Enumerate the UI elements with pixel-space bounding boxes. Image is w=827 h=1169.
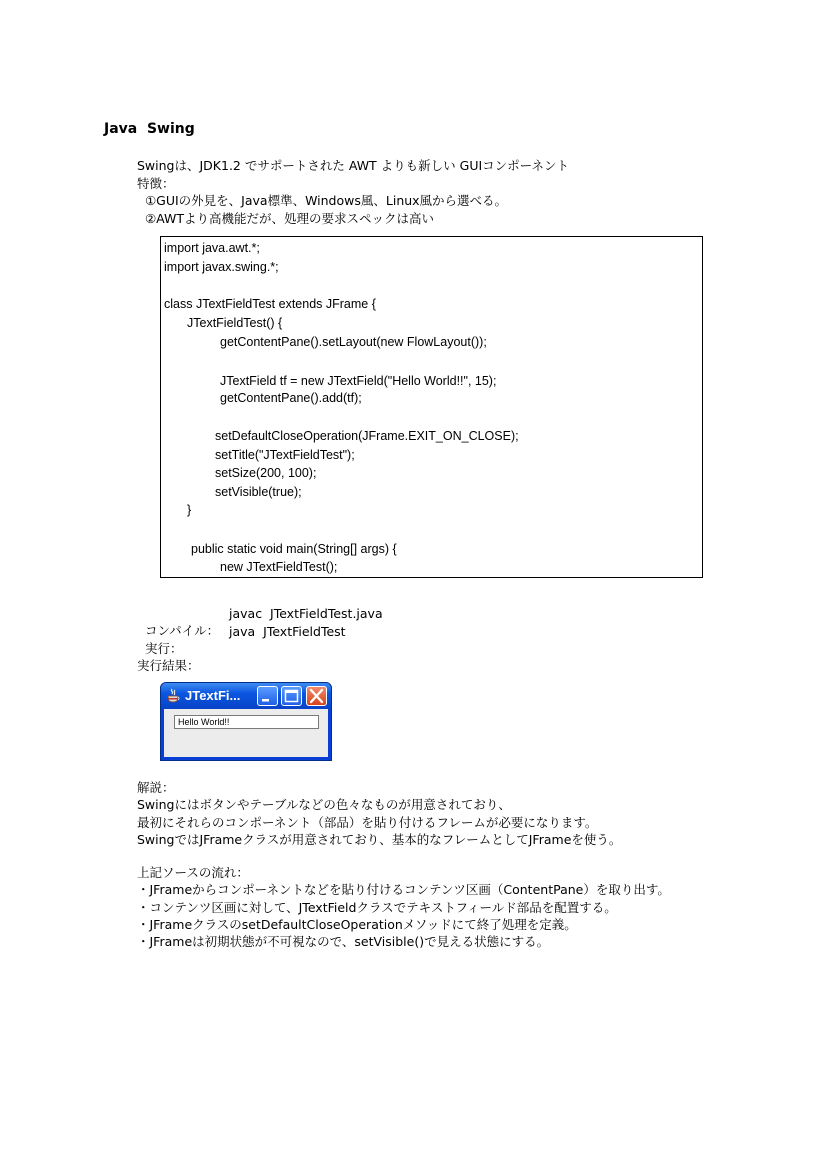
maximize-icon: [282, 687, 301, 705]
explanation-section: [137, 779, 621, 848]
intro-text: Swingは、JDK1.2 でサポートされた AWT よりも新しい GUIコンポーネント: [137, 158, 570, 173]
code-line: setDefaultCloseOperation(JFrame.EXIT_ON_CLOSE);: [215, 429, 519, 443]
compile-value: javac JTextFieldTest.java: [229, 606, 383, 621]
explanation-label: 解説：: [137, 780, 175, 795]
compile-label: コンパイル：: [144, 623, 220, 638]
code-line: import java.awt.*;: [164, 241, 260, 255]
java-cup-icon: [166, 688, 180, 704]
flow-item: ・JFrameクラスのsetDefaultCloseOperationメソッドにて終了処理を定義。: [137, 916, 577, 932]
code-line: public static void main(String[] args) {: [191, 542, 397, 556]
run-label: 実行：: [144, 641, 183, 656]
window-titlebar[interactable]: [161, 683, 331, 709]
code-line: getContentPane().setLayout(new FlowLayout());: [220, 335, 487, 349]
code-line: JTextField tf = new JTextField("Hello World!!", 15);: [220, 374, 497, 388]
run-value: java JTextFieldTest: [229, 624, 346, 639]
code-line: class JTextFieldTest extends JFrame {: [164, 297, 376, 311]
features-label: 特徴：: [137, 175, 175, 191]
close-button[interactable]: [306, 686, 327, 706]
minimize-icon: [258, 687, 277, 705]
code-line: new JTextFieldTest();: [220, 560, 338, 574]
explanation-text: SwingではJFrameクラスが用意されており、基本的なフレームとしてJFrameを使う。: [137, 831, 622, 847]
page-title: Java Swing: [104, 121, 195, 137]
feature-item: ①GUIの外見を、Java標準、Windows風、Linux風から選べる。: [137, 193, 508, 208]
minimize-button[interactable]: [257, 686, 278, 706]
code-listing: [160, 236, 703, 578]
explanation-text: 最初にそれらのコンポーネント（部品）を貼り付けるフレームが必要になります。: [137, 814, 598, 830]
intro-section: [137, 157, 569, 227]
code-line: setTitle("JTextFieldTest");: [215, 448, 355, 462]
code-line: import javax.swing.*;: [164, 260, 279, 274]
feature-item: ②AWTより高機能だが、処理の要求スペックは高い: [137, 210, 435, 226]
source-flow-section: [137, 864, 670, 950]
text-field[interactable]: Hello World!!: [174, 715, 319, 729]
result-label: 実行結果：: [137, 658, 200, 673]
code-line: }: [187, 503, 192, 517]
flow-item: ・JFrameからコンポーネントなどを貼り付けるコンテンツ区画（ContentPane）を取り出す。: [137, 882, 670, 898]
code-line: JTextFieldTest() {: [187, 316, 283, 330]
result-window: [160, 682, 332, 761]
flow-item: ・コンテンツ区画に対して、JTextFieldクラスでテキストフィールド部品を配置する。: [137, 899, 617, 915]
close-icon: [307, 687, 326, 705]
flow-label: 上記ソースの流れ：: [137, 865, 249, 880]
window-content: [164, 709, 328, 757]
code-line: getContentPane().add(tf);: [220, 391, 362, 405]
flow-item: ・JFrameは初期状態が不可視なので、setVisible()で見える状態にする。: [137, 934, 550, 950]
window-title: JTextFi...: [185, 688, 241, 703]
explanation-text: Swingにはボタンやテーブルなどの色々なものが用意されており、: [137, 797, 511, 813]
maximize-button[interactable]: [281, 686, 302, 706]
code-line: setVisible(true);: [215, 485, 302, 499]
code-line: setSize(200, 100);: [215, 466, 317, 480]
